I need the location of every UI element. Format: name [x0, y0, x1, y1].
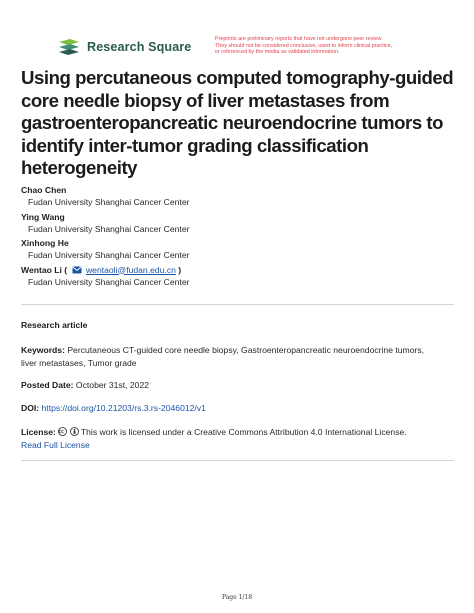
research-square-logo[interactable]	[57, 38, 191, 55]
doi	[21, 402, 461, 415]
attribution-icon	[70, 427, 79, 436]
title-line: Using percutaneous computed tomography-guided	[21, 67, 454, 88]
posted-date-label: Posted Date:	[21, 380, 74, 390]
disclaimer-line: or referenced by the media as validated information.	[215, 49, 340, 56]
author-email-link[interactable]: wentaoli@fudan.edu.cn	[85, 264, 176, 275]
author-name: Ying Wang	[21, 211, 65, 222]
license-label: License:	[21, 427, 56, 437]
header	[0, 0, 474, 60]
doi-label: DOI:	[21, 403, 40, 413]
page-number: Page 1/18	[221, 594, 253, 601]
title-line: identify inter-tumor grading classification	[21, 134, 369, 156]
author-name: Wentao Li	[21, 264, 62, 275]
disclaimer-line: They should not be considered conclusive, used to inform clinical practice,	[215, 42, 393, 49]
author-affiliation: Fudan University Shanghai Cancer Center	[28, 250, 190, 260]
creative-commons-icon	[58, 427, 67, 436]
posted-date	[21, 379, 461, 392]
research-square-logo-icon	[57, 38, 81, 55]
preprint-disclaimer	[215, 36, 455, 56]
keywords	[21, 344, 461, 369]
divider	[21, 460, 454, 461]
keywords-label: Keywords:	[21, 345, 65, 355]
doi-link[interactable]: https://doi.org/10.21203/rs.3.rs-2046012/v1	[41, 403, 206, 413]
license	[21, 426, 461, 451]
envelope-icon	[72, 266, 82, 274]
paper-title	[21, 67, 461, 180]
author-name: Xinhong He	[21, 238, 69, 248]
author-list	[21, 184, 461, 290]
keywords-text: Percutaneous CT-guided core needle biopsy, Gastroenteropancreatic neuroendocrine tumors,	[67, 345, 425, 355]
author-affiliation: Fudan University Shanghai Cancer Center	[28, 223, 190, 234]
open-paren: (	[64, 264, 68, 275]
close-paren: )	[178, 264, 182, 275]
license-text: This work is licensed under a Creative Commons Attribution 4.0 International License.	[80, 427, 407, 437]
logo-text: Research Square	[87, 39, 192, 54]
title-line: gastroenteropancreatic neuroendocrine tumors to	[21, 112, 444, 133]
article-type	[21, 319, 461, 332]
posted-date-value: October 31st, 2022	[75, 380, 150, 390]
article-type-label: Research article	[21, 320, 88, 330]
read-full-license-link[interactable]: Read Full License	[21, 439, 90, 450]
author-name: Chao Chen	[21, 185, 67, 195]
author-affiliation: Fudan University Shanghai Cancer Center	[28, 276, 190, 287]
author-affiliation: Fudan University Shanghai Cancer Center	[28, 197, 190, 207]
disclaimer-line: Preprints are preliminary reports that have not undergone peer review.	[215, 36, 383, 42]
title-line: core needle biopsy of liver metastases from	[21, 89, 390, 111]
divider	[21, 304, 454, 305]
corresponding-author	[21, 264, 461, 276]
keywords-text-cont: liver metastases, Tumor grade	[21, 357, 137, 368]
title-line: heterogeneity	[21, 157, 138, 178]
